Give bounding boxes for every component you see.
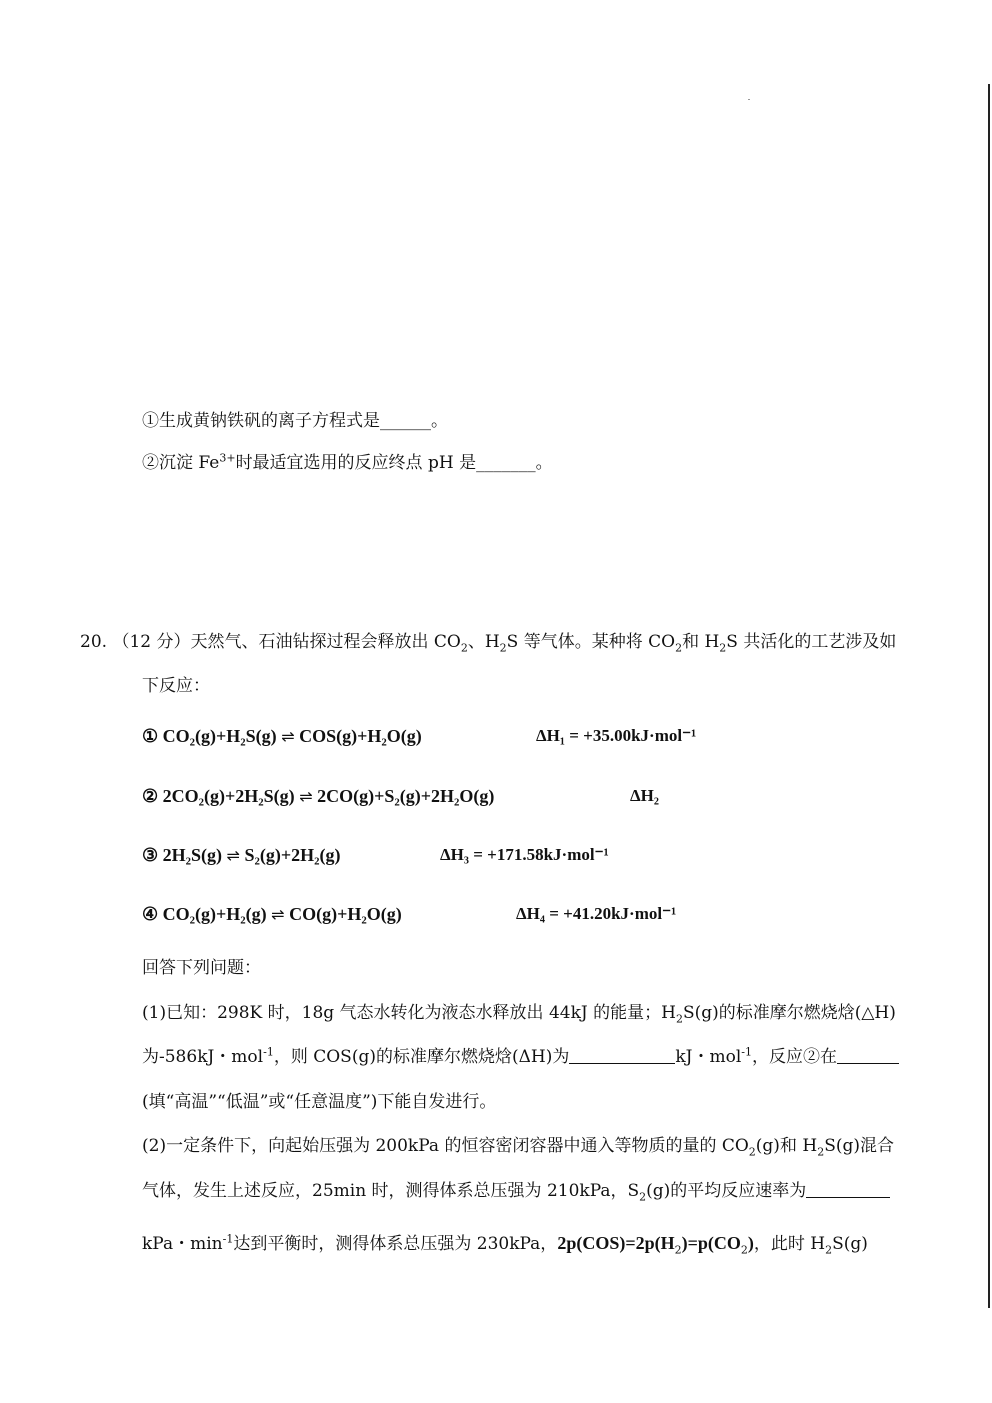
questions-prompt: 回答下列问题： <box>142 958 261 978</box>
part2-line1: (2)一定条件下，向起始压强为 200kPa 的恒容密闭容器中通入等物质的量的 $CO_2(g)$和 $H_2S(g)$混合 <box>142 1136 894 1159</box>
q20-heading-line2: 下反应： <box>142 676 210 696</box>
equilibrium-arrow-icon: ⇌ <box>281 727 295 746</box>
q19-sub2: ②沉淀 $Fe^{3+}$时最适宜选用的反应终点 pH 是_______。 <box>142 451 553 473</box>
reaction-4: ④ CO₂(g)+H₂(g) ⇌ CO(g)+H₂O(g) <box>142 904 402 924</box>
reaction-1-enthalpy: ΔH₁ = +35.00kJ·mol⁻¹ <box>536 726 697 745</box>
right-margin-rule <box>988 84 990 1308</box>
scan-speck <box>748 99 750 100</box>
part2-line2: 气体，发生上述反应，25min 时，测得体系总压强为 210kPa，$S_2(g)$的平均反应速率为 <box>142 1180 890 1202</box>
q20-heading: 20. （12 分）天然气、石油钻探过程会释放出 $CO_2$、$H_2S$ 等气体。某种将 $CO_2$和 $H_2S$ 共活化的工艺涉及如 <box>80 632 897 655</box>
equilibrium-arrow-icon: ⇌ <box>271 905 285 924</box>
equilibrium-arrow-icon: ⇌ <box>226 846 240 865</box>
part1-line1: (1)已知：298K 时，18g 气态水转化为液态水释放出 44kJ 的能量；$H_2S(g)$的标准摩尔燃烧焓(△H) <box>142 1003 896 1026</box>
equilibrium-arrow-icon: ⇌ <box>299 787 313 806</box>
answer-blank-enthalpy[interactable] <box>569 1047 675 1064</box>
part1-line3: (填“高温”“低温”或“任意温度”)下能自发进行。 <box>142 1092 497 1112</box>
reaction-1: ① CO₂(g)+H₂S(g) ⇌ COS(g)+H₂O(g) <box>142 726 422 746</box>
part1-line2: 为-586kJ・mol$^{-1}$，则 COS(g)的标准摩尔燃烧焓(ΔH)为 kJ・mol$^{-1}$，反应②在 <box>142 1046 899 1068</box>
answer-blank-rate[interactable] <box>806 1181 890 1198</box>
answer-blank-condition[interactable] <box>837 1047 899 1064</box>
reaction-2: ② 2CO₂(g)+2H₂S(g) ⇌ 2CO(g)+S₂(g)+2H₂O(g) <box>142 786 495 806</box>
reaction-3: ③ 2H₂S(g) ⇌ S₂(g)+2H₂(g) <box>142 845 341 865</box>
reaction-4-enthalpy: ΔH₄ = +41.20kJ·mol⁻¹ <box>516 904 677 923</box>
q19-sub1: ①生成黄钠铁矾的离子方程式是______。 <box>142 411 448 431</box>
reaction-3-enthalpy: ΔH₃ = +171.58kJ·mol⁻¹ <box>440 845 609 864</box>
part2-line3: kPa・$\min^{-1}$达到平衡时，测得体系总压强为 230kPa，$2p(COS)=2p(H_2)=p(CO_2)$，此时 $H_2S(g)$ <box>142 1232 868 1257</box>
reaction-2-enthalpy: ΔH₂ <box>630 786 659 805</box>
